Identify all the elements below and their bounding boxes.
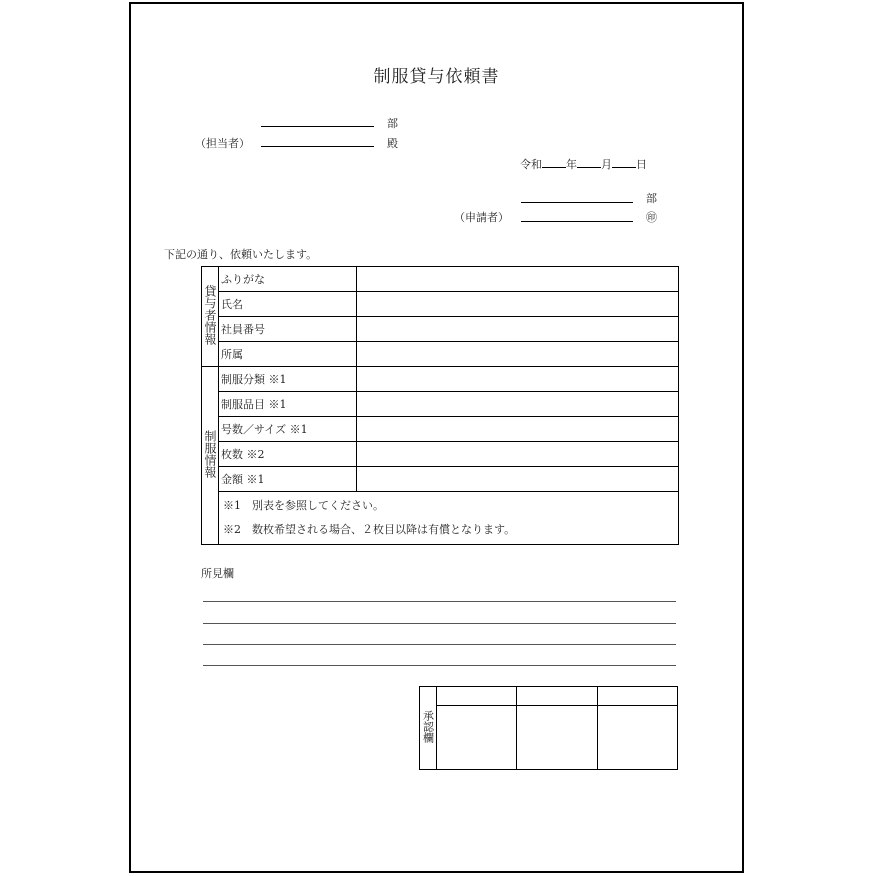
table-row	[202, 317, 679, 342]
row-label-name: 氏名	[219, 292, 357, 317]
table-row	[202, 392, 679, 417]
table-row	[202, 267, 679, 292]
date-day-field[interactable]	[612, 167, 636, 168]
table-row	[420, 706, 678, 770]
addressee-dept-line[interactable]	[261, 126, 374, 127]
date-year-field[interactable]	[542, 167, 566, 168]
date-era: 令和	[520, 158, 542, 171]
table-row	[202, 292, 679, 317]
info-table	[201, 266, 679, 545]
opinion-label: 所見欄	[201, 567, 234, 580]
notes-cell	[219, 492, 679, 545]
value-cell-furigana[interactable]	[357, 267, 679, 292]
approval-label: 承認欄	[421, 710, 435, 743]
opinion-line-3[interactable]	[203, 644, 676, 645]
note-2: ※2 数枚希望される場合、２枚目以降は有償となります。	[223, 523, 516, 536]
approval-label-cell	[420, 687, 437, 770]
addressee-person-line[interactable]	[261, 146, 374, 147]
applicant-dept-suffix: 部	[646, 192, 657, 205]
approver-3-stamp-cell[interactable]	[597, 706, 677, 770]
row-label-furigana: ふりがな	[219, 267, 357, 292]
opinion-line-1[interactable]	[203, 601, 676, 602]
value-cell-uniform-category[interactable]	[357, 367, 679, 392]
addressee-honorific: 殿	[387, 137, 398, 150]
approver-1-stamp-cell[interactable]	[437, 706, 517, 770]
date-month-field[interactable]	[577, 167, 601, 168]
row-label-employee-number: 社員番号	[219, 317, 357, 342]
row-label-affiliation: 所属	[219, 342, 357, 367]
row-label-uniform-category: 制服分類 ※1	[219, 367, 357, 392]
value-cell-employee-number[interactable]	[357, 317, 679, 342]
approver-1-title-cell[interactable]	[437, 687, 517, 706]
uniform-group-label	[202, 367, 219, 545]
borrower-group-text: 貸与者情報	[203, 285, 217, 345]
uniform-group-text: 制服情報	[203, 430, 217, 478]
addressee-dept-suffix: 部	[387, 117, 398, 130]
approver-2-stamp-cell[interactable]	[517, 706, 597, 770]
value-cell-uniform-item[interactable]	[357, 392, 679, 417]
row-label-quantity: 枚数 ※2	[219, 442, 357, 467]
applicant-person-label: （申請者）	[454, 211, 509, 224]
row-label-uniform-item: 制服品目 ※1	[219, 392, 357, 417]
form-title: 制服貸与依頼書	[373, 67, 500, 87]
applicant-person-line[interactable]	[521, 221, 633, 222]
date-day-suffix: 日	[636, 158, 647, 171]
form-page	[129, 2, 744, 873]
table-row	[202, 492, 679, 545]
table-row	[202, 367, 679, 392]
note-1: ※1 別表を参照してください。	[223, 499, 384, 512]
intro-text: 下記の通り、依頼いたします。	[164, 248, 318, 261]
value-cell-quantity[interactable]	[357, 442, 679, 467]
approver-3-title-cell[interactable]	[597, 687, 677, 706]
approval-table	[419, 686, 678, 770]
borrower-group-label	[202, 267, 219, 367]
value-cell-size[interactable]	[357, 417, 679, 442]
table-row	[202, 417, 679, 442]
date-month-suffix: 月	[601, 158, 612, 171]
applicant-seal: ㊞	[646, 211, 657, 224]
table-row	[202, 342, 679, 367]
table-row	[420, 687, 678, 706]
opinion-line-4[interactable]	[203, 665, 676, 666]
value-cell-name[interactable]	[357, 292, 679, 317]
value-cell-affiliation[interactable]	[357, 342, 679, 367]
row-label-amount: 金額 ※1	[219, 467, 357, 492]
date-year-suffix: 年	[566, 158, 577, 171]
date-row	[520, 153, 647, 172]
table-row	[202, 467, 679, 492]
addressee-person-label: （担当者）	[195, 137, 250, 150]
value-cell-amount[interactable]	[357, 467, 679, 492]
applicant-dept-line[interactable]	[521, 202, 633, 203]
row-label-size: 号数／サイズ ※1	[219, 417, 357, 442]
approver-2-title-cell[interactable]	[517, 687, 597, 706]
table-row	[202, 442, 679, 467]
opinion-line-2[interactable]	[203, 623, 676, 624]
